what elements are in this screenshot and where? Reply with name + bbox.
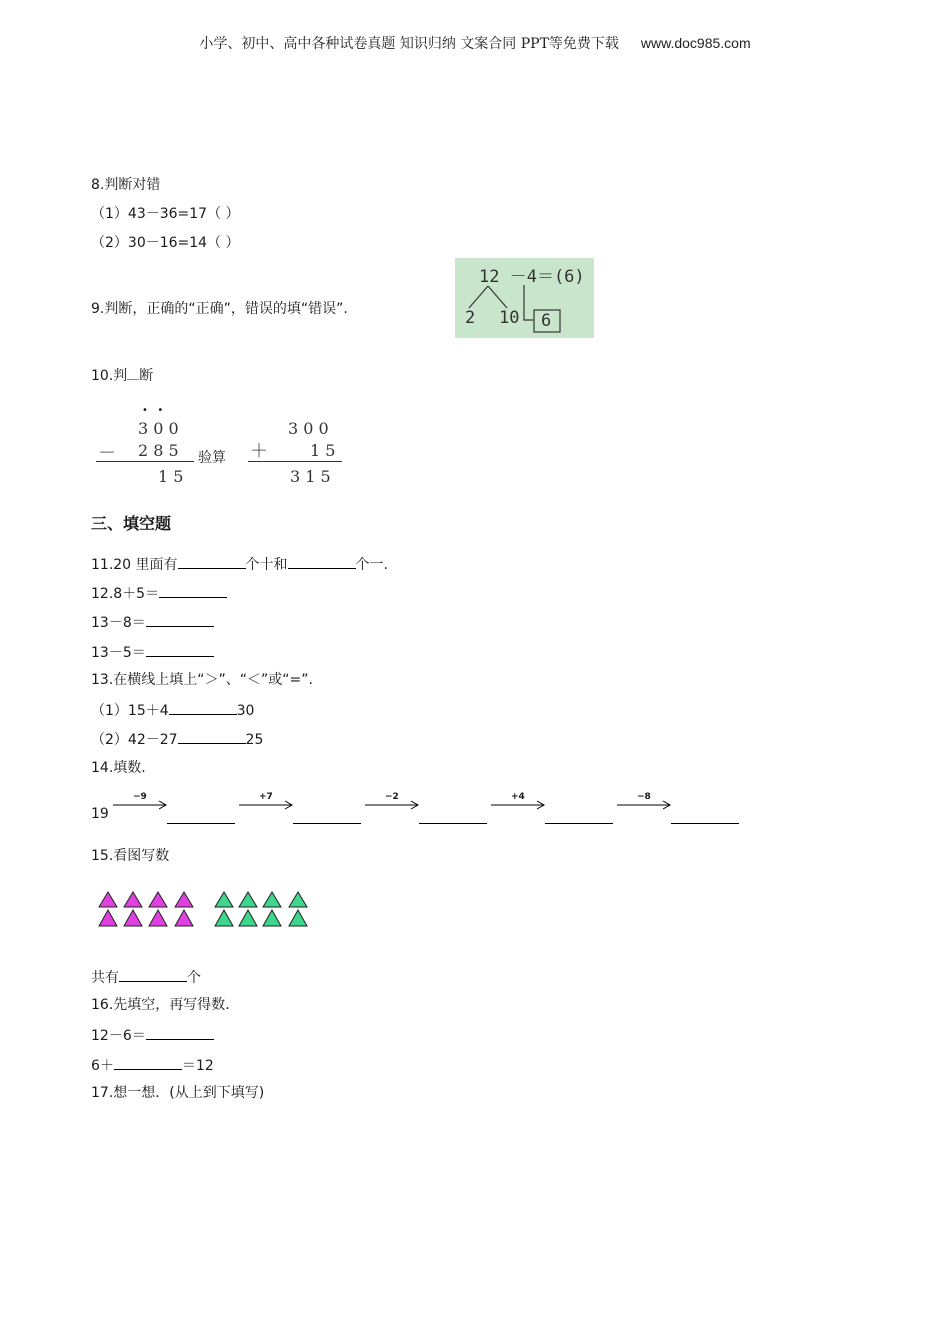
q9-mid-number: 10 xyxy=(499,308,520,328)
q14-blank-2[interactable] xyxy=(293,823,361,824)
q10-sub-top: 3 0 0 xyxy=(138,419,179,438)
q13-title: 13.在横线上填上“＞”、“＜”或“=”. xyxy=(91,672,313,688)
q13-item-2-post: 25 xyxy=(245,732,264,748)
q16-blank-1[interactable] xyxy=(146,1025,214,1040)
q16-line-2-b: ＝12 xyxy=(181,1058,214,1074)
triangles-figure xyxy=(98,890,313,930)
q9-split-lines xyxy=(455,258,594,338)
q14-blank-3[interactable] xyxy=(419,823,487,824)
q10-add-sign: ＋ xyxy=(250,441,268,462)
q12-line-3 xyxy=(91,642,214,662)
q11-blank-1[interactable] xyxy=(178,554,246,569)
q10-sub-bottom: 2 8 5 xyxy=(138,441,179,460)
q11-text-a: 11.20 里面有 xyxy=(91,557,178,573)
q10-sub-sign: － xyxy=(98,443,116,464)
header-text: 小学、初中、高中各种试卷真题 知识归纳 文案合同 PPT等免费下载 xyxy=(199,36,619,52)
q9-box-number: 6 xyxy=(541,311,552,331)
q14-title: 14.填数. xyxy=(91,760,146,776)
q14-op-5: −8 xyxy=(637,792,651,802)
q13-item-1-pre: （1）15＋4 xyxy=(91,703,169,719)
q11-text-c: 个一. xyxy=(355,557,388,573)
green-triangles xyxy=(215,892,307,926)
q8-title: 8.判断对错 xyxy=(91,177,161,193)
q14-start: 19 xyxy=(91,806,109,822)
q11-text-b: 个十和 xyxy=(245,557,288,573)
q16-blank-2[interactable] xyxy=(114,1055,182,1070)
q14-step-1 xyxy=(113,792,239,826)
q12-text-3: 13－5＝ xyxy=(91,645,146,661)
q15-blank[interactable] xyxy=(119,967,187,982)
q13-blank-1[interactable] xyxy=(169,700,237,715)
arrow-right-icon xyxy=(491,800,547,810)
q9-equation: 12 －4＝(6) xyxy=(479,267,585,287)
q13-item-2-pre: （2）42－27 xyxy=(91,732,178,748)
arrow-right-icon xyxy=(113,800,169,810)
q12-blank-1[interactable] xyxy=(159,583,227,598)
page-header xyxy=(0,33,950,53)
q14-step-2 xyxy=(239,792,365,826)
q16-title: 16.先填空，再写得数. xyxy=(91,997,230,1013)
q10-title xyxy=(91,367,153,385)
q10-add-result: 3 1 5 xyxy=(290,467,331,486)
q13-item-1-post: 30 xyxy=(236,703,255,719)
q15-answer xyxy=(91,967,201,987)
q11-blank-2[interactable] xyxy=(288,554,356,569)
q12-blank-2[interactable] xyxy=(146,612,214,627)
q14-op-1: −9 xyxy=(133,792,147,802)
q12-text-1: 12.8＋5＝ xyxy=(91,586,160,602)
magenta-triangles xyxy=(99,892,193,926)
q16-line-1 xyxy=(91,1025,214,1045)
q13-item-1 xyxy=(91,700,254,720)
section-3-title: 三、填空题 xyxy=(91,514,172,533)
q9-text: 9.判断，正确的“正确”，错误的填“错误”. xyxy=(91,301,348,317)
q8-item-1: （1）43－36=17（ ） xyxy=(91,206,240,222)
q13-blank-2[interactable] xyxy=(178,729,246,744)
q10-title-b: 断 xyxy=(139,368,154,384)
q10-sub-result: 1 5 xyxy=(158,467,184,486)
q14-op-4: +4 xyxy=(511,792,525,802)
q9-figure xyxy=(455,258,594,338)
q16-line-2 xyxy=(91,1055,214,1075)
q10-subtraction: • • 3 0 0 － 2 8 5 1 5 xyxy=(96,405,196,490)
q14-op-3: −2 xyxy=(385,792,399,802)
q17-title: 17.想一想．(从上到下填写) xyxy=(91,1085,265,1101)
header-url[interactable]: www.doc985.com xyxy=(640,35,751,51)
q16-line-2-a: 6＋ xyxy=(91,1058,114,1074)
arrow-right-icon xyxy=(365,800,421,810)
q10-title-a: 10.判 xyxy=(91,368,128,384)
q12-line-2 xyxy=(91,612,214,632)
q10-add-bottom: 1 5 xyxy=(310,441,336,460)
q10-check-label: 验算 xyxy=(198,450,226,466)
q15-answer-b: 个 xyxy=(187,970,201,986)
q14-blank-4[interactable] xyxy=(545,823,613,824)
q14-step-3 xyxy=(365,792,491,826)
q14-blank-5[interactable] xyxy=(671,823,739,824)
q16-line-1-text: 12－6＝ xyxy=(91,1028,146,1044)
q14-op-2: +7 xyxy=(259,792,273,802)
q8-item-2: （2）30－16=14（ ） xyxy=(91,235,240,251)
q14-number-chain xyxy=(91,790,791,826)
q13-item-2 xyxy=(91,729,263,749)
arrow-right-icon xyxy=(239,800,295,810)
q15-title: 15.看图写数 xyxy=(91,848,170,864)
arrow-right-icon xyxy=(617,800,673,810)
q14-step-5 xyxy=(617,792,743,826)
q15-answer-a: 共有 xyxy=(91,970,119,986)
q11 xyxy=(91,554,388,574)
q10-addition xyxy=(248,405,348,490)
q14-step-4 xyxy=(491,792,617,826)
q10-add-top: 3 0 0 xyxy=(288,419,329,438)
q12-blank-3[interactable] xyxy=(146,642,214,657)
q12-text-2: 13－8＝ xyxy=(91,615,146,631)
q12-line-1 xyxy=(91,583,227,603)
q14-blank-1[interactable] xyxy=(167,823,235,824)
q9-left-number: 2 xyxy=(465,308,476,328)
